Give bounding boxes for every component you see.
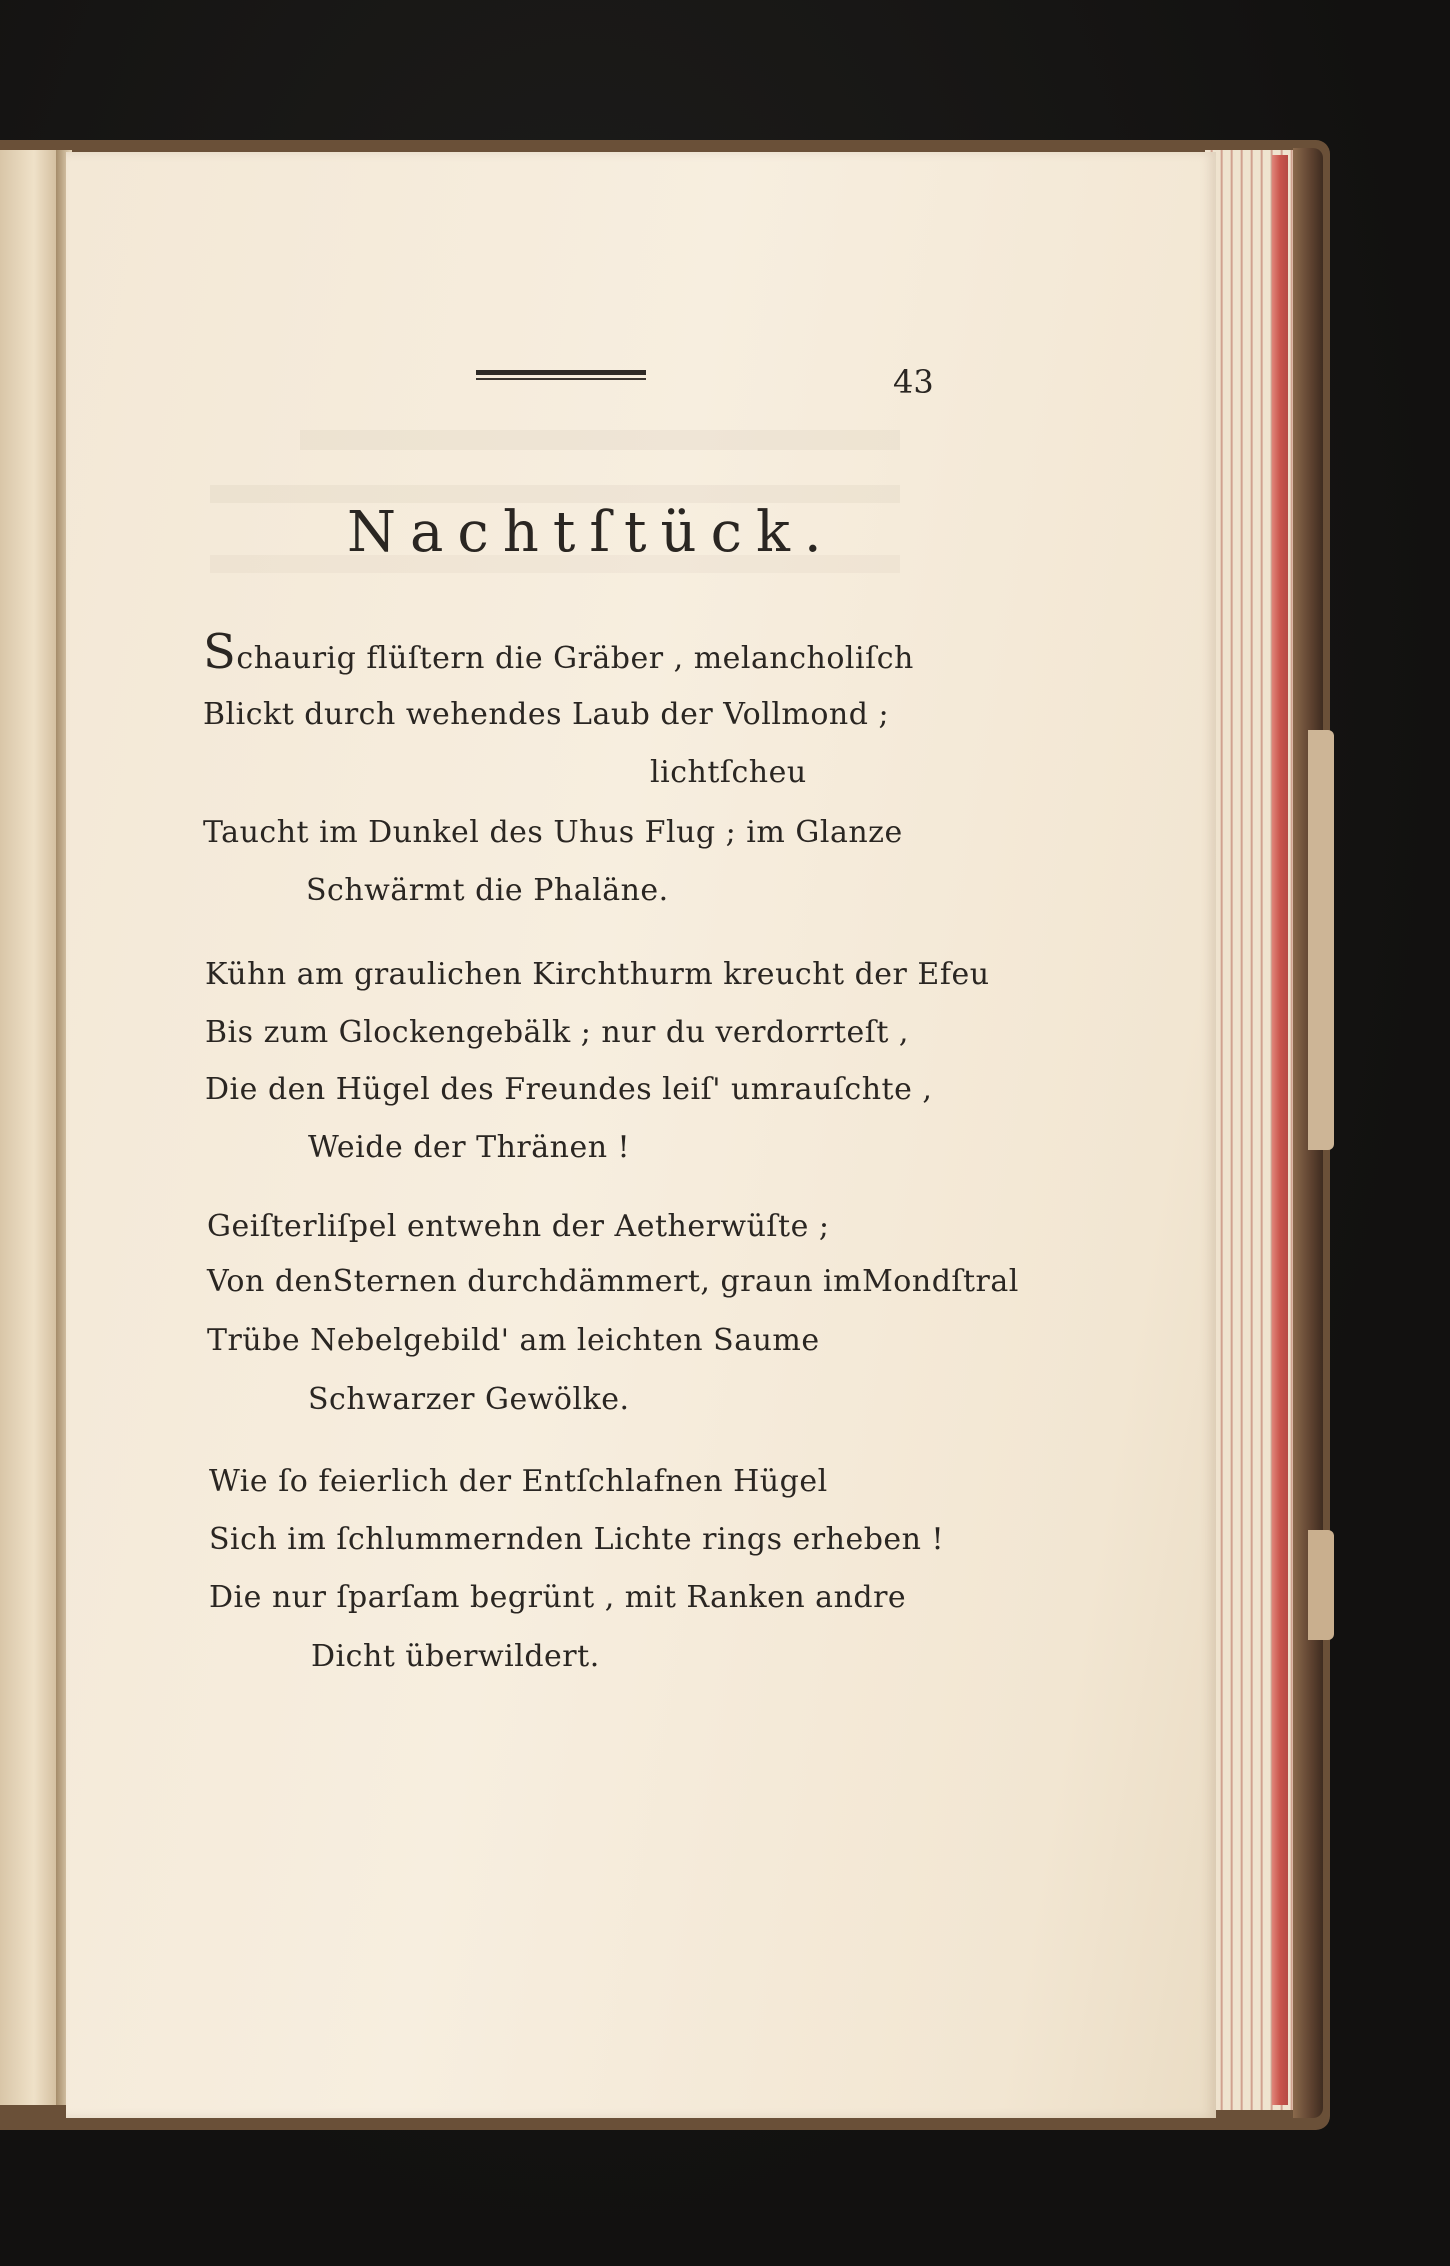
poem-line: Kühn am graulichen Kirchthurm kreucht der Efeu <box>205 957 990 992</box>
red-page-edge <box>1272 155 1288 2105</box>
poem-line: Schwarzer Gewölke. <box>308 1382 630 1417</box>
binding-tab <box>1308 730 1334 1150</box>
poem-line: lichtſcheu <box>650 755 807 790</box>
poem-line: Schaurig flüſtern die Gräber , melancholiſch <box>203 624 914 680</box>
poem-line: Weide der Thränen ! <box>308 1130 631 1165</box>
poem-line: Dicht überwildert. <box>311 1639 600 1674</box>
show-through-mark <box>300 430 900 450</box>
poem-line: Die den Hügel des Freundes leiſ' umrauſchte , <box>205 1072 933 1107</box>
poem-line: Bis zum Glockengebälk ; nur du verdorrteſt , <box>205 1015 909 1050</box>
poem-line: Von denSternen durchdämmert, graun imMondſtral <box>207 1264 1019 1299</box>
poem-line: Schwärmt die Phaläne. <box>306 873 669 908</box>
left-page-edge <box>0 150 62 2105</box>
poem-line: Wie ſo feierlich der Entſchlafnen Hügel <box>209 1464 828 1499</box>
poem-line: Trübe Nebelgebild' am leichten Saume <box>207 1323 820 1358</box>
drop-cap: S <box>203 624 237 680</box>
page-number: 43 <box>893 363 934 401</box>
header-rule <box>476 370 646 382</box>
poem-line: Taucht im Dunkel des Uhus Flug ; im Glanze <box>203 815 903 850</box>
poem-line: Die nur ſparſam begrünt , mit Ranken andre <box>209 1580 907 1615</box>
poem-line: Blickt durch wehendes Laub der Vollmond ; <box>203 697 890 732</box>
binding-tab-lower <box>1308 1530 1334 1640</box>
poem-line: Sich im ſchlummernden Lichte rings erheben ! <box>209 1522 945 1557</box>
poem-line: Geiſterliſpel entwehn der Aetherwüſte ; <box>207 1209 830 1244</box>
poem-title: Nachtſtück. <box>347 500 836 565</box>
